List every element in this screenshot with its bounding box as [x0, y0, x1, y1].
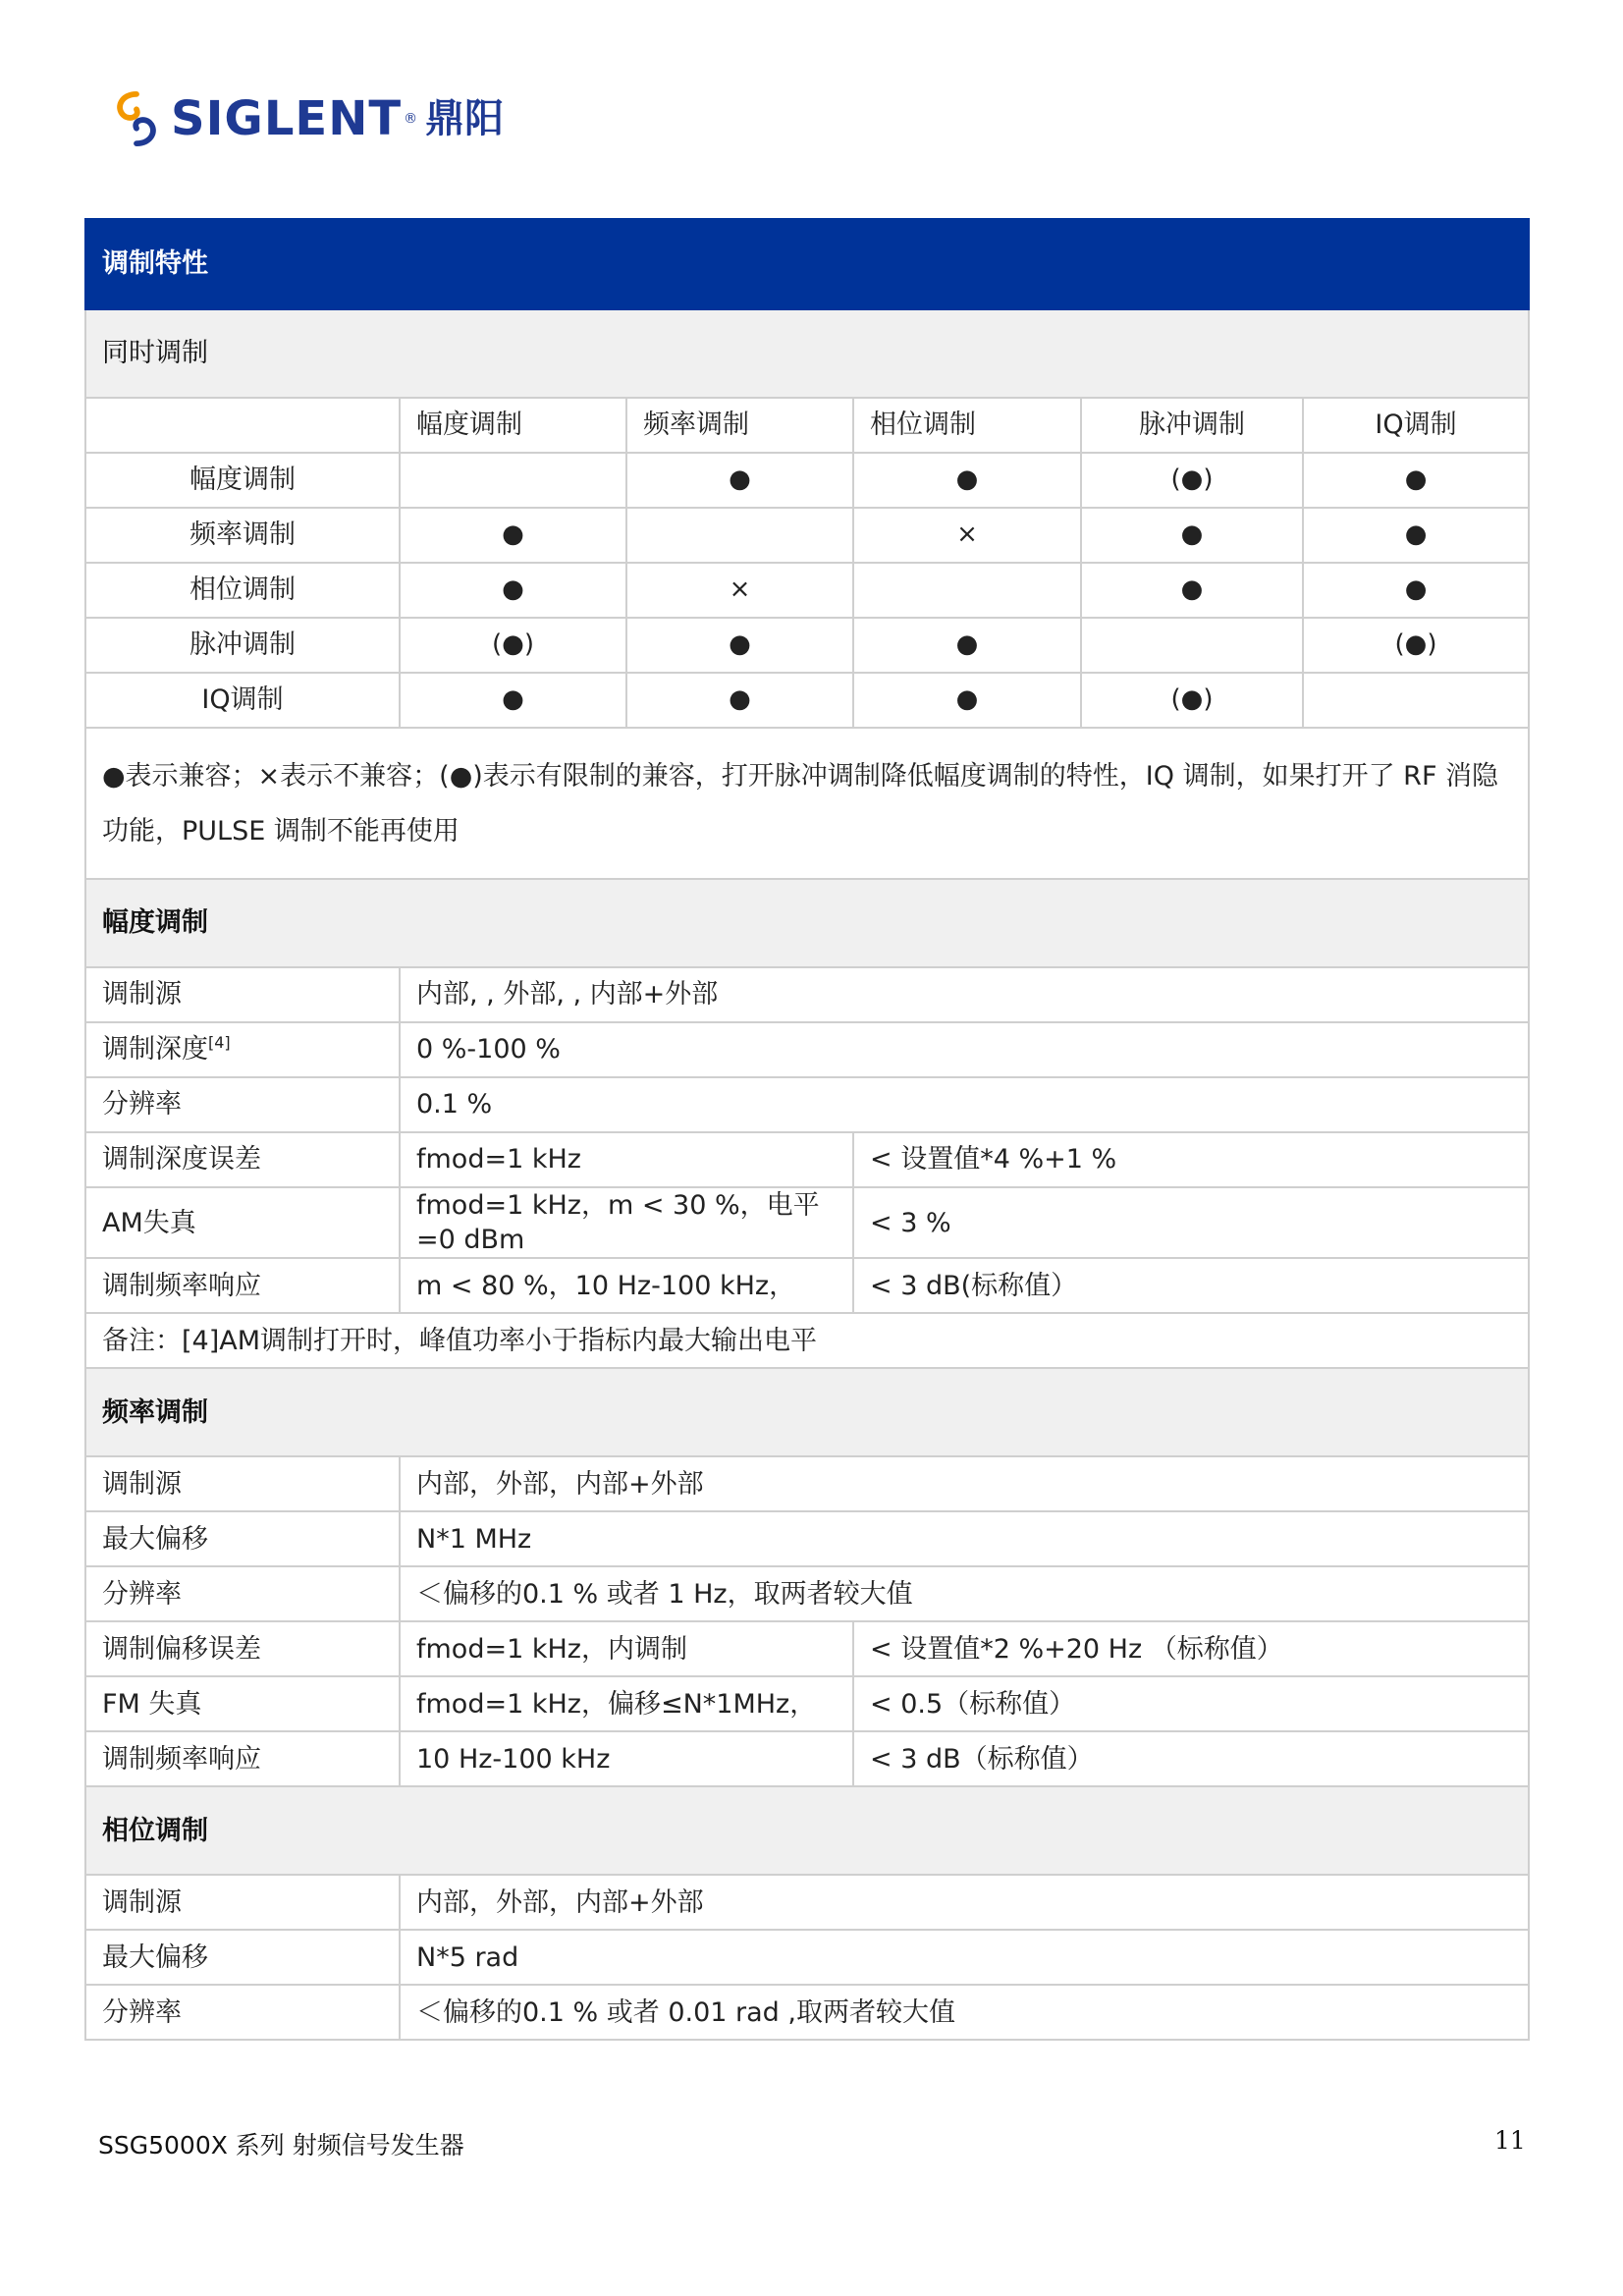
spec-value: 0.1 % — [400, 1077, 1529, 1132]
spec-label: 调制源 — [85, 1875, 400, 1930]
matrix-cell: ● — [626, 673, 853, 728]
matrix-cell: (●) — [1303, 618, 1529, 673]
spec-row — [85, 1456, 1529, 1511]
spec-label: 分辨率 — [85, 1077, 400, 1132]
spec-row — [85, 1566, 1529, 1621]
matrix-cell: × — [626, 563, 853, 618]
section-row-fm — [85, 1368, 1529, 1456]
matrix-row — [85, 673, 1529, 728]
matrix-cell: ● — [626, 453, 853, 508]
matrix-cell: ● — [853, 453, 1081, 508]
matrix-cell: ● — [400, 508, 626, 563]
matrix-header-row — [85, 398, 1529, 453]
brand-name-cn: 鼎阳 — [425, 96, 505, 141]
spec-label: 调制深度误差 — [85, 1132, 400, 1187]
spec-label: 分辨率 — [85, 1985, 400, 2040]
section-row-simultaneous — [85, 309, 1529, 398]
matrix-cell: ● — [1081, 563, 1303, 618]
matrix-cell — [400, 453, 626, 508]
matrix-cell: ● — [853, 673, 1081, 728]
siglent-logo — [108, 84, 504, 153]
section-row-pm — [85, 1786, 1529, 1875]
spec-condition: fmod=1 kHz，内调制 — [400, 1621, 853, 1676]
matrix-cell: ● — [400, 563, 626, 618]
spec-row — [85, 967, 1529, 1022]
spec-label: FM 失真 — [85, 1676, 400, 1731]
matrix-cell — [626, 508, 853, 563]
matrix-row — [85, 508, 1529, 563]
spec-value: N*1 MHz — [400, 1511, 1529, 1566]
spec-label-text: 调制深度 — [102, 1034, 208, 1066]
spec-row — [85, 1930, 1529, 1985]
matrix-row-label: IQ调制 — [85, 673, 400, 728]
matrix-corner-cell — [85, 398, 400, 453]
spec-label — [85, 1022, 400, 1077]
spec-value: N*5 rad — [400, 1930, 1529, 1985]
spec-row — [85, 1022, 1529, 1077]
spec-row — [85, 1676, 1529, 1731]
brand-name: SIGLENT — [171, 91, 403, 146]
section-row-am — [85, 879, 1529, 967]
spec-row — [85, 1985, 1529, 2040]
remark-row — [85, 1313, 1529, 1368]
matrix-cell: ● — [400, 673, 626, 728]
spec-value: 内部，外部，内部+外部 — [400, 1456, 1529, 1511]
spec-label: 调制频率响应 — [85, 1731, 400, 1786]
matrix-col-header: 相位调制 — [853, 398, 1081, 453]
matrix-cell: ● — [1303, 563, 1529, 618]
spec-label: 分辨率 — [85, 1566, 400, 1621]
matrix-col-header: 频率调制 — [626, 398, 853, 453]
spec-value: 内部，外部，内部+外部 — [400, 1875, 1529, 1930]
matrix-cell: (●) — [400, 618, 626, 673]
spec-row — [85, 1511, 1529, 1566]
spec-row — [85, 1731, 1529, 1786]
matrix-row-label: 幅度调制 — [85, 453, 400, 508]
spec-condition: fmod=1 kHz，m < 30 %，电平=0 dBm — [400, 1187, 853, 1258]
footer-product-name: SSG5000X 系列 射频信号发生器 — [98, 2131, 464, 2159]
footer-page-number: 11 — [1494, 2126, 1526, 2155]
spec-row — [85, 1132, 1529, 1187]
spec-value: < 0.5（标称值） — [853, 1676, 1529, 1731]
compatibility-note-row — [85, 728, 1529, 879]
matrix-row-label: 相位调制 — [85, 563, 400, 618]
table-title: 调制特性 — [85, 219, 1529, 309]
spec-label: 最大偏移 — [85, 1511, 400, 1566]
spec-condition: fmod=1 kHz — [400, 1132, 853, 1187]
spec-value: < 设置值*2 %+20 Hz （标称值） — [853, 1621, 1529, 1676]
section-title: 相位调制 — [85, 1786, 1529, 1875]
siglent-swirl-icon — [108, 88, 165, 149]
table-title-row — [85, 219, 1529, 309]
spec-row — [85, 1258, 1529, 1313]
matrix-cell: ● — [853, 618, 1081, 673]
matrix-row — [85, 453, 1529, 508]
spec-value: < 3 % — [853, 1187, 1529, 1258]
spec-condition: fmod=1 kHz，偏移≤N*1MHz， — [400, 1676, 853, 1731]
matrix-cell — [853, 563, 1081, 618]
matrix-row-label: 频率调制 — [85, 508, 400, 563]
matrix-cell — [1303, 673, 1529, 728]
spec-label: 调制偏移误差 — [85, 1621, 400, 1676]
spec-value: 0 %-100 % — [400, 1022, 1529, 1077]
spec-label: 调制频率响应 — [85, 1258, 400, 1313]
matrix-cell: ● — [1081, 508, 1303, 563]
compatibility-note: ●表示兼容；×表示不兼容；(●)表示有限制的兼容，打开脉冲调制降低幅度调制的特性，IQ 调制，如果打开了 RF 消隐功能，PULSE 调制不能再使用 — [85, 728, 1529, 879]
matrix-cell: ● — [626, 618, 853, 673]
matrix-cell: (●) — [1081, 453, 1303, 508]
matrix-cell: × — [853, 508, 1081, 563]
spec-value: < 设置值*4 %+1 % — [853, 1132, 1529, 1187]
section-title: 频率调制 — [85, 1368, 1529, 1456]
matrix-col-header: 脉冲调制 — [1081, 398, 1303, 453]
spec-row — [85, 1187, 1529, 1258]
matrix-cell: ● — [1303, 453, 1529, 508]
matrix-row — [85, 563, 1529, 618]
spec-row — [85, 1621, 1529, 1676]
remark: 备注：[4]AM调制打开时，峰值功率小于指标内最大输出电平 — [85, 1313, 1529, 1368]
spec-value: 内部, , 外部, , 内部+外部 — [400, 967, 1529, 1022]
section-title: 同时调制 — [85, 309, 1529, 398]
section-title: 幅度调制 — [85, 879, 1529, 967]
brand-registered-mark: ® — [404, 111, 418, 127]
spec-label: AM失真 — [85, 1187, 400, 1258]
spec-value: < 3 dB（标称值） — [853, 1731, 1529, 1786]
spec-condition: m < 80 %，10 Hz-100 kHz， — [400, 1258, 853, 1313]
matrix-col-header: 幅度调制 — [400, 398, 626, 453]
spec-condition: 10 Hz-100 kHz — [400, 1731, 853, 1786]
spec-label: 调制源 — [85, 1456, 400, 1511]
spec-value: < 3 dB(标称值） — [853, 1258, 1529, 1313]
spec-label: 调制源 — [85, 967, 400, 1022]
matrix-cell: ● — [1303, 508, 1529, 563]
spec-row — [85, 1077, 1529, 1132]
spec-value: ＜偏移的0.1 % 或者 0.01 rad ,取两者较大值 — [400, 1985, 1529, 2040]
matrix-row — [85, 618, 1529, 673]
matrix-cell — [1081, 618, 1303, 673]
matrix-cell: (●) — [1081, 673, 1303, 728]
spec-label: 最大偏移 — [85, 1930, 400, 1985]
spec-row — [85, 1875, 1529, 1930]
spec-value: ＜偏移的0.1 % 或者 1 Hz，取两者较大值 — [400, 1566, 1529, 1621]
matrix-row-label: 脉冲调制 — [85, 618, 400, 673]
matrix-col-header: IQ调制 — [1303, 398, 1529, 453]
modulation-spec-table — [84, 218, 1530, 2041]
footnote-ref: [4] — [208, 1033, 231, 1053]
